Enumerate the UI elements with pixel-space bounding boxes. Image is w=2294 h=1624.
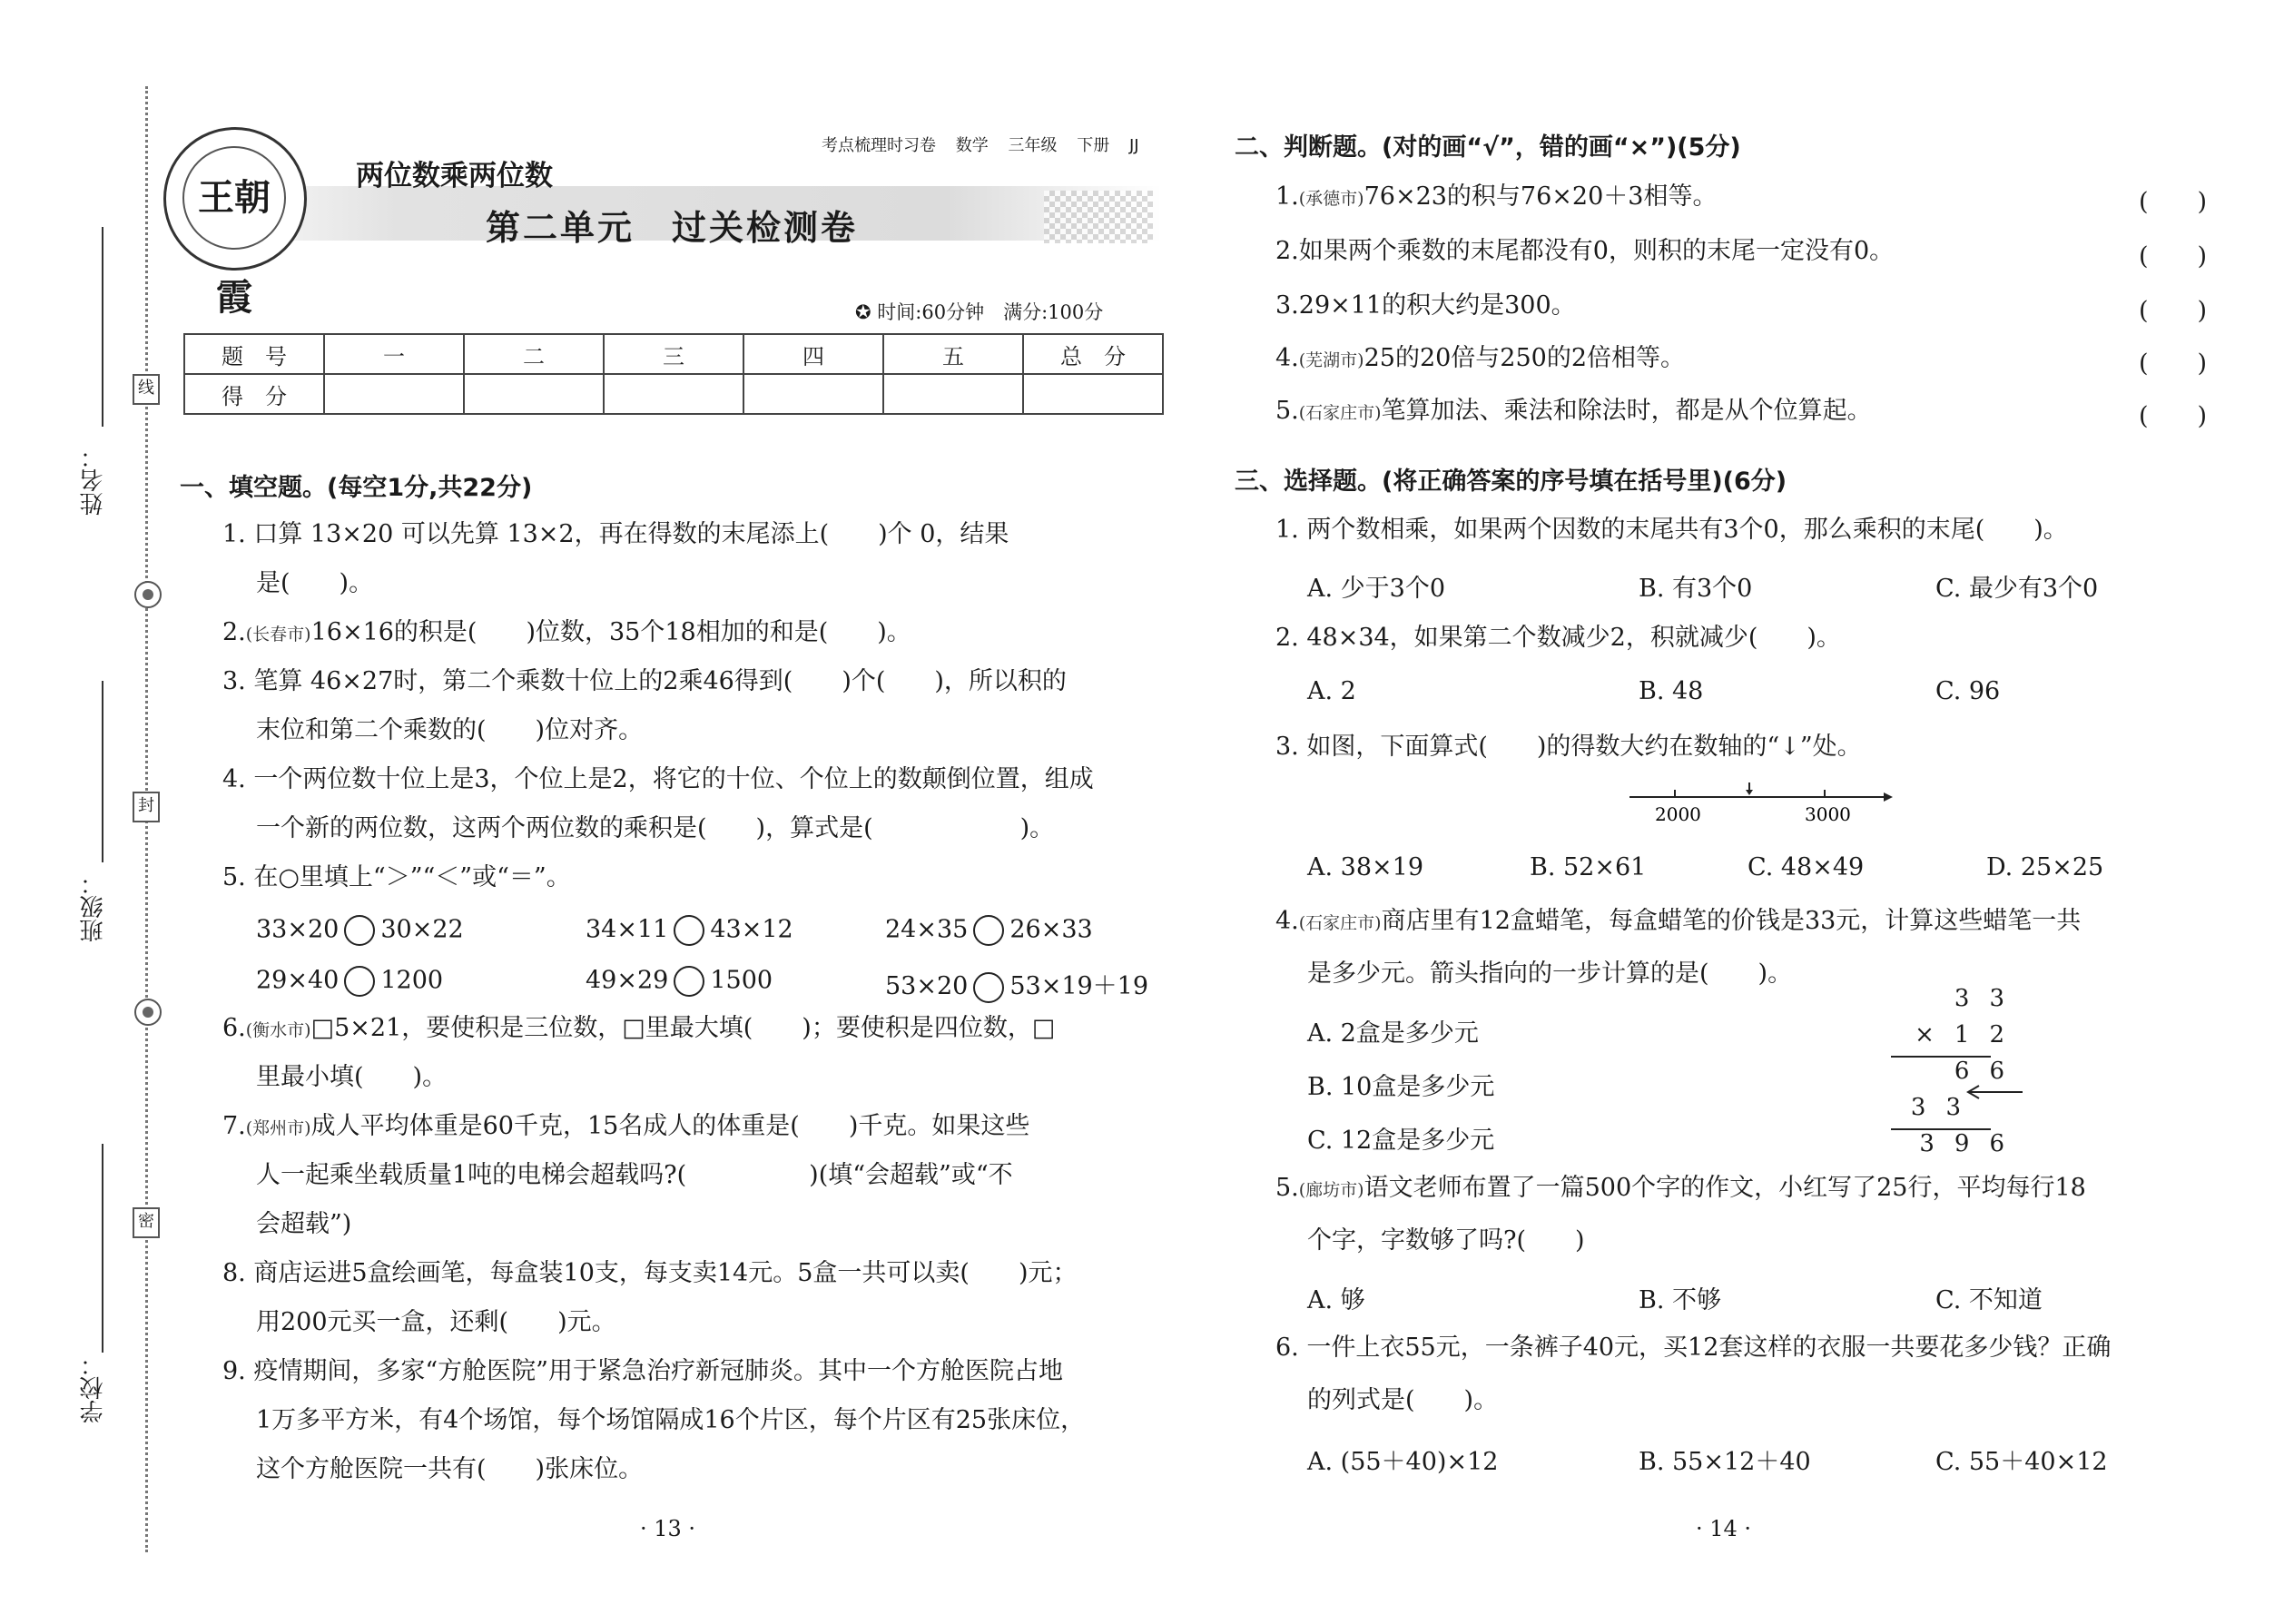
judge-item xyxy=(1275,225,1894,278)
binding-mark-line: 线 xyxy=(133,374,160,405)
table-cell: 总 分 xyxy=(1023,334,1163,374)
question-text: 16×16的积是( )位数，35个18相加的和是( )。 xyxy=(310,618,911,646)
question-text: 商店里有12盒蜡笔，每盒蜡笔的价钱是33元，计算这些蜡笔一共 xyxy=(1381,907,2082,935)
option-b: B. 55×12＋40 xyxy=(1639,1448,1811,1476)
question-6-line2: 里最小填( )。 xyxy=(256,1063,448,1091)
compare-right: 1500 xyxy=(710,966,773,995)
option-c: C. 12盒是多少元 xyxy=(1307,1127,1495,1155)
compare-right: 26×33 xyxy=(1009,915,1093,944)
subject: 数学 xyxy=(955,136,989,155)
score-input-cell[interactable] xyxy=(883,374,1023,414)
question-text: 29×11的积大约是300。 xyxy=(1298,291,1576,320)
score-input-cell[interactable] xyxy=(324,374,464,414)
answer-paren[interactable]: ( ) xyxy=(2139,188,2208,216)
calc-rule xyxy=(1891,1128,1991,1130)
question-text: □5×21，要使积是三位数，□里最大填( )；要使积是四位数，□ xyxy=(310,1014,1056,1042)
question-number: 2. xyxy=(1275,237,1299,265)
judge-item xyxy=(1275,332,1685,387)
table-cell: 四 xyxy=(743,334,883,374)
unit-subtitle: 两位数乘两位数 xyxy=(356,160,553,192)
compare-item xyxy=(586,966,773,997)
section2-heading: 二、判断题。(对的画“√”，错的画“×”)(5分) xyxy=(1235,133,1741,162)
vertical-multiplication xyxy=(1888,985,2024,1166)
option-a: A. 够 xyxy=(1307,1286,1365,1314)
question-text: 语文老师布置了一篇500个字的作文，小红写了25行，平均每行18 xyxy=(1364,1174,2086,1202)
question-5: 5. 在○里填上“＞”“＜”或“＝”。 xyxy=(222,863,571,891)
region-tag: (芜湖市) xyxy=(1298,350,1364,370)
axis-label-2000: 2000 xyxy=(1655,803,1701,825)
region-tag: (石家庄市) xyxy=(1298,913,1382,933)
score-input-cell[interactable] xyxy=(743,374,883,414)
page-title: 第二单元 过关检测卷 xyxy=(486,208,859,248)
binding-hole-icon xyxy=(134,581,162,608)
section3-heading: 三、选择题。(将正确答案的序号填在括号里)(6分) xyxy=(1235,468,1787,496)
compare-item xyxy=(256,966,443,997)
question-number: 6. xyxy=(222,1014,246,1042)
choice-question-4-line1 xyxy=(1275,895,2081,950)
banner-checker-pattern xyxy=(1044,191,1153,243)
question-number: 3. xyxy=(1275,291,1299,320)
series-name: 考点梳理时习卷 xyxy=(822,136,936,155)
choice-question-1: 1. 两个数相乘，如果两个因数的末尾共有3个0，那么乘积的末尾( )。 xyxy=(1275,516,2068,544)
binding-hole-icon xyxy=(134,999,162,1026)
choice-question-2: 2. 48×34，如果第二个数减少2，积就减少( )。 xyxy=(1275,624,1841,652)
option-a: A. 少于3个0 xyxy=(1307,575,1446,603)
option-d: D. 25×25 xyxy=(1986,853,2104,881)
choice-question-4-line2: 是多少元。箭头指向的一步计算的是( )。 xyxy=(1307,960,1793,988)
question-8-line2: 用200元买一盒，还剩( )元。 xyxy=(256,1308,616,1336)
volume: 下册 xyxy=(1077,136,1110,155)
page-number-left: · 13 · xyxy=(640,1516,696,1541)
question-9-line2: 1万多平方米，有4个场馆，每个场馆隔成16个片区，每个片区有25张床位， xyxy=(256,1406,1086,1434)
region-tag: (长春市) xyxy=(245,625,311,645)
option-b: B. 不够 xyxy=(1639,1286,1722,1314)
compare-circle[interactable] xyxy=(674,966,704,997)
question-4-line1: 4. 一个两位数十位上是3，个位上是2，将它的十位、个位上的数颠倒位置，组成 xyxy=(222,765,1094,793)
calc-line: 33 xyxy=(1910,1094,1981,1121)
class-write-line xyxy=(102,681,103,862)
brand-logo-text: 王朝霞 xyxy=(182,146,286,250)
calc-line: ×12 xyxy=(1915,1021,2024,1048)
question-1-line2: 是( )。 xyxy=(256,569,374,597)
question-7-line2: 人一起乘坐载质量1吨的电梯会超载吗?( )(填“会超载”或“不 xyxy=(256,1161,1013,1189)
region-tag: (承德市) xyxy=(1298,189,1364,209)
question-9-line1: 9. 疫情期间，多家“方舱医院”用于紧急治疗新冠肺炎。其中一个方舱医院占地 xyxy=(222,1357,1063,1385)
question-number: 5. xyxy=(1275,1174,1299,1202)
calc-rule xyxy=(1891,1056,1991,1058)
compare-left: 29×40 xyxy=(256,966,340,995)
compare-item xyxy=(256,915,464,946)
down-arrow-head xyxy=(1746,790,1753,795)
score-input-cell[interactable] xyxy=(1023,374,1163,414)
compare-right: 53×19＋19 xyxy=(1009,972,1149,1000)
question-number: 7. xyxy=(222,1112,246,1140)
option-c: C. 55＋40×12 xyxy=(1935,1448,2108,1476)
binding-mark-seal: 封 xyxy=(133,792,160,822)
question-9-line3: 这个方舱医院一共有( )张床位。 xyxy=(256,1455,644,1483)
question-text: 76×23的积与76×20＋3相等。 xyxy=(1364,182,1718,211)
table-cell: 一 xyxy=(324,334,464,374)
compare-right: 43×12 xyxy=(710,915,793,944)
question-number: 4. xyxy=(1275,344,1299,372)
score-table xyxy=(183,333,1164,415)
score-input-cell[interactable] xyxy=(604,374,743,414)
left-arrow-icon xyxy=(1961,1083,2024,1101)
option-c: C. 最少有3个0 xyxy=(1935,575,2099,603)
option-a: A. 2盒是多少元 xyxy=(1307,1019,1479,1048)
class-label: 班级： xyxy=(80,871,107,942)
compare-circle[interactable] xyxy=(344,915,375,946)
choice-question-3: 3. 如图，下面算式( )的得数大约在数轴的“↓”处。 xyxy=(1275,733,1862,761)
question-text: 25的20倍与250的2倍相等。 xyxy=(1364,344,1686,372)
calc-line: 396 xyxy=(1919,1130,2024,1157)
compare-left: 33×20 xyxy=(256,915,340,944)
option-c: C. 48×49 xyxy=(1748,853,1865,881)
compare-item xyxy=(586,915,793,946)
option-b: B. 有3个0 xyxy=(1639,575,1753,603)
score-input-cell[interactable] xyxy=(464,374,604,414)
compare-left: 53×20 xyxy=(885,972,969,1000)
school-write-line xyxy=(102,1144,103,1353)
compare-circle[interactable] xyxy=(674,915,704,946)
series-info xyxy=(822,133,1154,156)
compare-circle[interactable] xyxy=(973,915,1004,946)
choice-question-5-line2: 个字，字数够了吗?( ) xyxy=(1307,1226,1585,1255)
question-3-line2: 末位和第二个乘数的( )位对齐。 xyxy=(256,716,644,744)
answer-paren[interactable]: ( ) xyxy=(2139,349,2208,378)
table-cell: 二 xyxy=(464,334,604,374)
question-number: 1. xyxy=(1275,182,1299,211)
grade: 三年级 xyxy=(1008,136,1058,155)
judge-item xyxy=(1275,280,1576,332)
question-4-line2: 一个新的两位数，这两个两位数的乘积是( )，算式是( )。 xyxy=(256,814,1055,842)
question-7-line3: 会超载”) xyxy=(256,1210,352,1238)
answer-paren[interactable]: ( ) xyxy=(2139,297,2208,325)
region-tag: (衡水市) xyxy=(245,1020,311,1040)
question-8-line1: 8. 商店运进5盒绘画笔，每盒装10支，每支卖14元。5盒一共可以卖( )元； xyxy=(222,1259,1078,1287)
number-line-arrowhead xyxy=(1884,792,1893,802)
judge-item xyxy=(1275,171,1717,225)
question-number: 2. xyxy=(222,618,246,646)
option-c: C. 96 xyxy=(1935,677,2001,705)
name-write-line xyxy=(102,227,103,427)
table-cell: 题 号 xyxy=(184,334,324,374)
option-a: A. 2 xyxy=(1307,677,1356,705)
question-6-line1 xyxy=(222,1002,1055,1057)
question-3-line1: 3. 笔算 46×27时，第二个乘数十位上的2乘46得到( )个( )，所以积的 xyxy=(222,667,1067,695)
option-b: B. 52×61 xyxy=(1530,853,1647,881)
section1-heading: 一、填空题。(每空1分,共22分) xyxy=(180,474,533,502)
region-tag: (郑州市) xyxy=(245,1118,311,1138)
choice-question-6-line2: 的列式是( )。 xyxy=(1307,1386,1499,1414)
calc-line: 33 xyxy=(1954,985,2024,1012)
compare-right: 30×22 xyxy=(380,915,464,944)
compare-right: 1200 xyxy=(380,966,444,995)
answer-paren[interactable]: ( ) xyxy=(2139,402,2208,430)
name-label: 姓名： xyxy=(80,445,107,516)
option-b: B. 10盒是多少元 xyxy=(1307,1073,1495,1101)
axis-label-3000: 3000 xyxy=(1805,803,1851,825)
judge-item xyxy=(1275,385,1872,439)
option-b: B. 48 xyxy=(1639,677,1704,705)
table-cell: 五 xyxy=(883,334,1023,374)
option-a: A. (55＋40)×12 xyxy=(1307,1448,1499,1476)
binding-mark-dense: 密 xyxy=(133,1207,160,1238)
question-text: 笔算加法、乘法和除法时，都是从个位算起。 xyxy=(1381,397,1872,425)
option-a: A. 38×19 xyxy=(1307,853,1423,881)
compare-left: 34×11 xyxy=(586,915,669,944)
region-tag: (廊坊市) xyxy=(1298,1180,1364,1200)
answer-paren[interactable]: ( ) xyxy=(2139,242,2208,271)
score-table-header-row xyxy=(184,334,1163,374)
table-cell: 三 xyxy=(604,334,743,374)
question-text: 如果两个乘数的末尾都没有0，则积的末尾一定没有0。 xyxy=(1298,237,1895,265)
compare-left: 49×29 xyxy=(586,966,669,995)
question-number: 4. xyxy=(1275,907,1299,935)
compare-circle[interactable] xyxy=(973,972,1004,1003)
compare-item xyxy=(885,915,1093,946)
brand-logo xyxy=(163,127,307,319)
choice-question-5-line1 xyxy=(1275,1162,2086,1216)
option-c: C. 不知道 xyxy=(1935,1286,2043,1314)
score-table-score-row xyxy=(184,374,1163,414)
time-score-info: ✪ 时间:60分钟 满分:100分 xyxy=(855,301,1104,323)
page-number-right: · 14 · xyxy=(1696,1516,1752,1541)
compare-circle[interactable] xyxy=(344,966,375,997)
edition: JJ xyxy=(1128,136,1139,155)
number-line xyxy=(1625,781,1897,835)
question-1-line1: 1. 口算 13×20 可以先算 13×2，再在得数的末尾添上( )个 0，结果 xyxy=(222,520,1009,548)
question-number: 5. xyxy=(1275,397,1299,425)
question-2 xyxy=(222,606,911,661)
compare-left: 24×35 xyxy=(885,915,969,944)
choice-question-6-line1: 6. 一件上衣55元，一条裤子40元，买12套这样的衣服一共要花多少钱？正确 xyxy=(1275,1334,2112,1362)
question-text: 成人平均体重是60千克，15名成人的体重是( )千克。如果这些 xyxy=(310,1112,1030,1140)
calc-line: 66 xyxy=(1954,1058,2024,1085)
region-tag: (石家庄市) xyxy=(1298,403,1382,423)
school-label: 学校： xyxy=(80,1353,107,1423)
table-cell: 得 分 xyxy=(184,374,324,414)
compare-item xyxy=(885,966,1148,1003)
question-7-line1 xyxy=(222,1100,1029,1155)
